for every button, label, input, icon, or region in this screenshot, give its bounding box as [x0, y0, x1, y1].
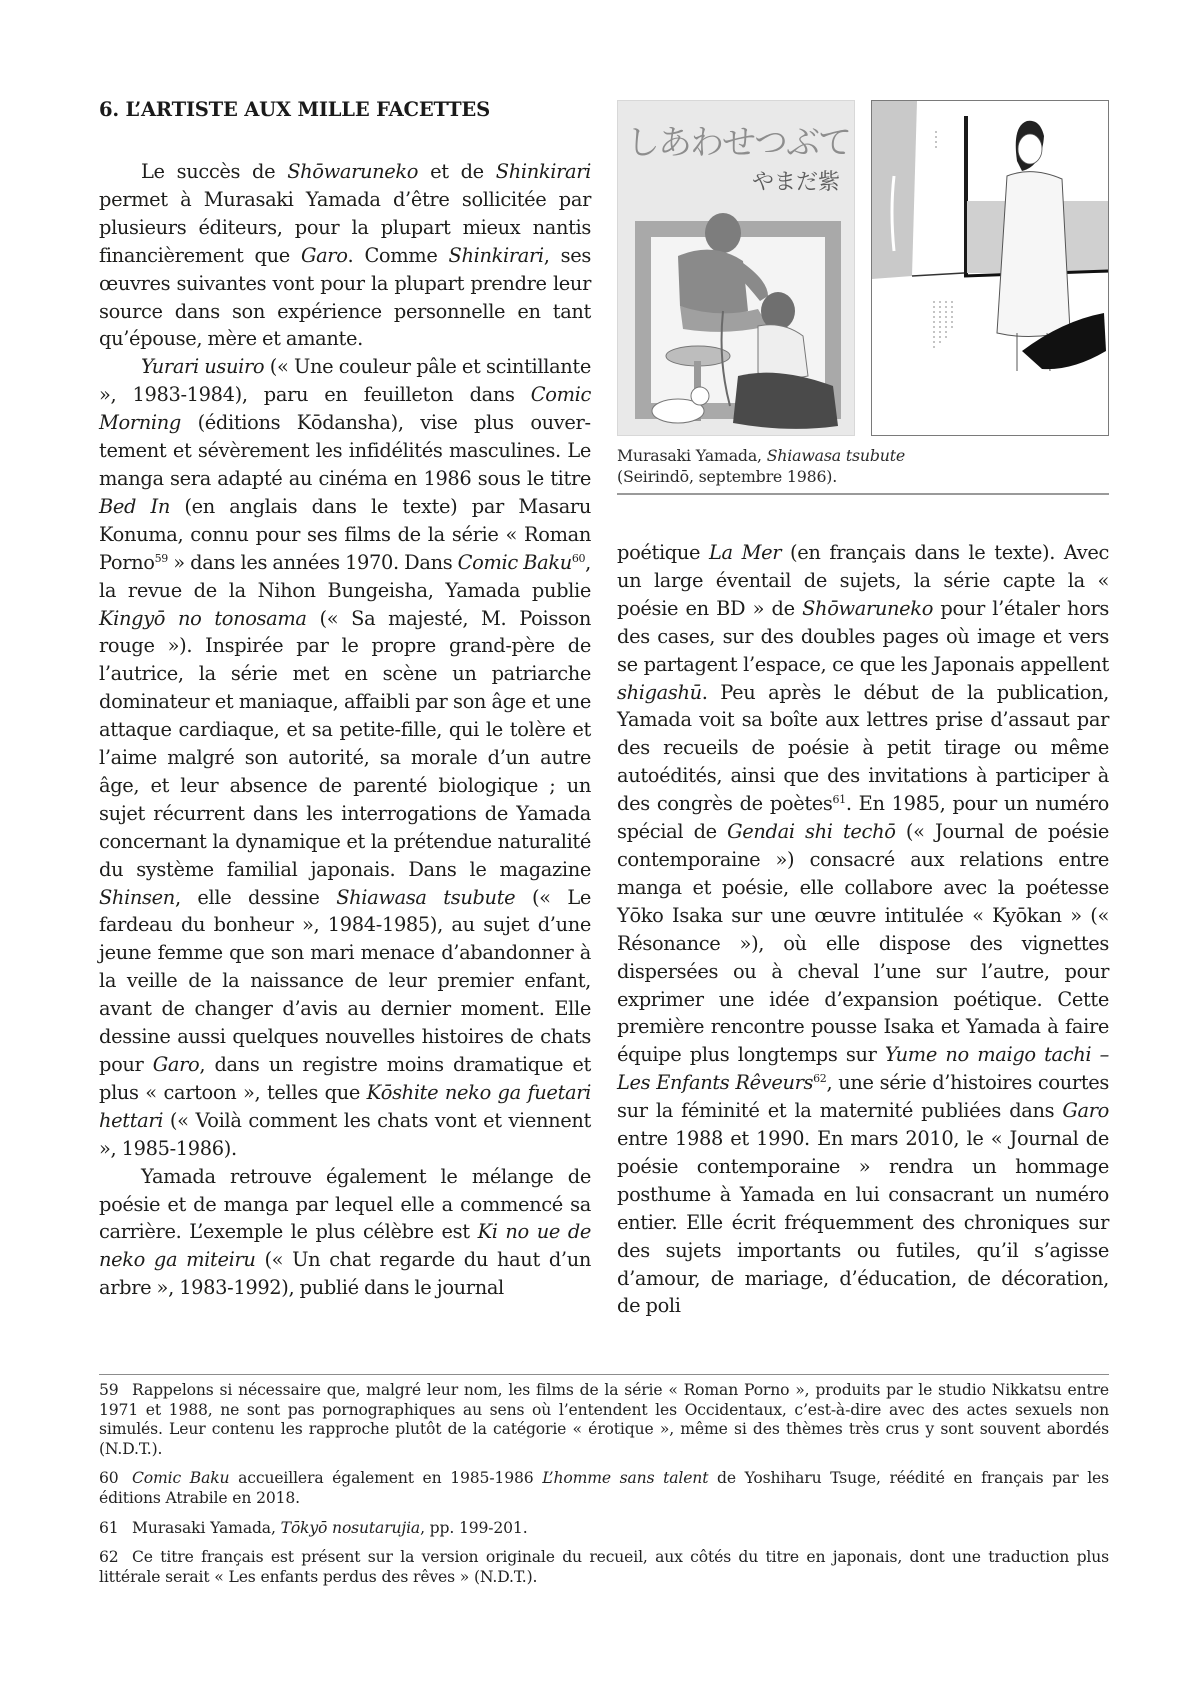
footnote-61: 61 Murasaki Yamada, Tōkyō nosutarujia, pp. 199-201.: [99, 1518, 528, 1537]
footnote-divider: [99, 1374, 1109, 1375]
footnote-59: 59 Rappelons si nécessaire que, malgré leur nom, les films de la série « Roman Porno », produits par le studio Nikkatsu entre 1971 et 1988, ne sont pas pornographiques au sens où l’entendent les Occidentaux, c’est-à-dire avec des actes sexuels non simulés. Leur contenu les rapproche plutôt de la catégorie « érotique », même si des thèmes très crus y sont souvent abordés (N.D.T.).: [99, 1381, 1109, 1458]
cover-illustration: [618, 201, 855, 436]
footnote-62: 62 Ce titre français est présent sur la version originale du recueil, aux côtés du titre en japonais, dont une traduction plus littérale serait « Les enfants perdus des rêves » (N.D.T.).: [99, 1548, 1109, 1586]
footnote-ref-59[interactable]: 59: [154, 551, 168, 565]
manga-page-illustration: [872, 101, 1108, 435]
manga-page-image: [871, 100, 1109, 436]
figure-caption: Murasaki Yamada, Shiawasa tsubute (Seirindō, septembre 1986).: [617, 446, 1109, 495]
section-title: 6. L’ARTISTE AUX MILLE FACETTES: [99, 98, 490, 121]
cover-image: [617, 100, 855, 436]
paragraph-2: Yurari usuiro (« Une couleur pâle et scintillante », 1983-1984), paru en feuilleton dans Comic Morning (éditions Kōdansha), vise plus ouvertement et sévèrement les infidélités masculines. Le manga sera adapté au cinéma en 1986 sous le titre Bed In (en anglais dans le texte) par Masaru Konuma, connu pour ses films de la série « Roman Porno$^{59}$ » dans les années 1970. Dans Comic Baku$^{60}$, la revue de la Nihon Bungeisha, Yamada publie Kingyō no tonosama (« Sa majesté, M. Poisson rouge »). Inspirée par le propre grand-père de l’autrice, la série met en scène un patriarche dominateur et maniaque, affaibli par son âge et une attaque cardiaque, et sa petite-fille, qui le tolère et l’aime malgré son autorité, sa morale d’un autre âge, et leur absence de parenté biologique ; un sujet récurrent dans les interrogations de Yamada concernant la dynamique et la prétendue naturalité du système familial japonais. Dans le magazine Shinsen, elle dessine Shiawasa tsubute (« Le fardeau du bonheur », 1984-1985), au sujet d’une jeune femme que son mari menace d’abandonner à la veille de la naissance de leur premier enfant, avant de changer d’avis au dernier moment. Elle dessine aussi quelques nouvelles histoires de chats pour Garo, dans un registre moins dramatique et plus « cartoon », telles que Kōshite neko ga fuetari hettari (« Voilà comment les chats vont et viennent », 1985-1986).: [99, 355, 592, 1160]
footnote-ref-60[interactable]: 60: [571, 551, 586, 565]
footnotes: [99, 1381, 1109, 1597]
paragraph-1: Le succès de Shōwaruneko et de Shinkirari permet à Murasaki Yamada d’être sollicitée par plusieurs éditeurs, pour la plupart mieux nantis financièrement que Garo. Comme Shinkirari, ses œuvres suivantes vont pour la plupart prendre leur source dans son expérience personnelle en tant qu’épouse, mère et amante.: [99, 160, 591, 351]
paragraph-continued: poétique La Mer (en français dans le texte). Avec un large éventail de sujets, la série capte la « poésie en BD » de Shōwaruneko pour l’étaler hors des cases, sur des doubles pages où image et vers se partagent l’espace, ce que les Japonais appellent shigashū. Peu après le début de la publication, Yamada voit sa boîte aux lettres prise d’assaut par des recueils de poésie à petit tirage ou même autoédités, ainsi que des invitations à participer à des congrès de poètes$^{61}$. En 1985, pour un numéro spécial de Gendai shi techō (« Journal de poésie contemporaine ») consacré aux relations entre manga et poésie, elle collabore avec la poétesse Yōko Isaka sur une œuvre intitulée « Kyōkan » (« Résonance »), où elle dispose des vignettes dispersées ou à cheval l’une sur l’autre, pour exprimer une idée d’expansion poétique. Cette première rencontre pousse Isaka et Yamada à faire équipe plus longtemps sur Yume no maigo tachi – Les Enfants Rêveurs$^{62}$, une série d’histoires courtes sur la féminité et la maternité publiées dans Garo entre 1988 et 1990. En mars 2010, le « Journal de poésie contemporaine » rendra un hommage posthume à Yamada en lui consacrant un numéro entier. Elle écrit fréquemment des chroniques sur des sujets importants ou futiles, qu’il s’agisse d’amour, de mariage, d’éducation, de décoration, de poli: [617, 541, 1110, 1318]
left-column: [99, 158, 591, 1302]
footnote-ref-62[interactable]: 62: [813, 1072, 827, 1086]
footnote-ref-61[interactable]: 61: [832, 793, 846, 807]
figure-images: [617, 100, 1109, 436]
cover-author: やまだ紫: [751, 170, 840, 195]
footnote-60: 60 Comic Baku accueillera également en 1985-1986 L’homme sans talent de Yoshiharu Tsuge, réédité en français par les éditions Atrabile en 2018.: [99, 1469, 1109, 1507]
right-column: [617, 539, 1109, 1320]
figure: [617, 100, 1109, 495]
paragraph-3: Yamada retrouve également le mélange de poésie et de manga par lequel elle a commencé sa carrière. L’exemple le plus célèbre est Ki no ue de neko ga miteiru (« Un chat regarde du haut d’un arbre », 1983-1992), publié dans le journal: [99, 1164, 592, 1300]
cover-title: しあわせつぶて: [626, 123, 850, 163]
